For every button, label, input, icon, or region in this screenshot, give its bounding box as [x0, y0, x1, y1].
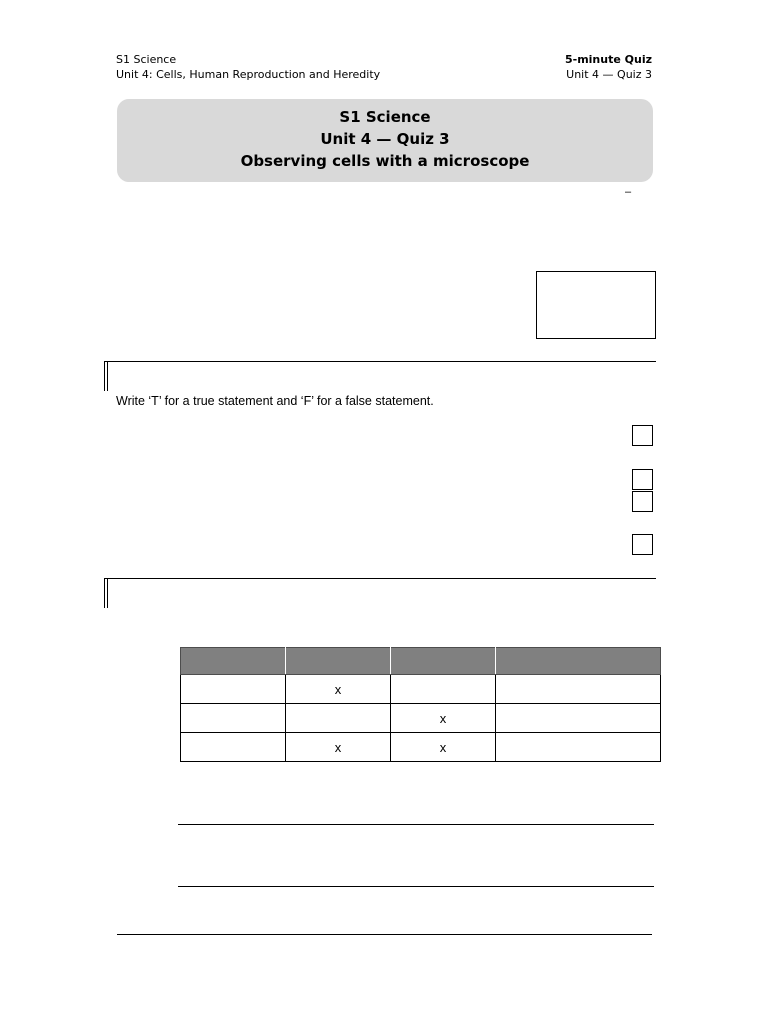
table-cell[interactable]	[496, 704, 661, 733]
footer-rule	[117, 934, 652, 935]
stray-mark: –	[625, 186, 632, 198]
header-right	[565, 52, 652, 82]
title-course: S1 Science	[339, 108, 431, 126]
table-cell[interactable]	[181, 733, 286, 762]
tf-answer-box-2[interactable]	[632, 469, 653, 490]
table-row	[181, 704, 661, 733]
table-cell[interactable]	[181, 704, 286, 733]
section-b-rule	[104, 578, 656, 579]
section-a-rule	[104, 361, 656, 362]
table-cell[interactable]: x	[286, 675, 391, 704]
header-left	[116, 52, 380, 82]
table-cell[interactable]: x	[391, 704, 496, 733]
table-header-cell	[496, 648, 661, 675]
table-header-cell	[391, 648, 496, 675]
observation-table	[180, 647, 661, 762]
header-quiz-type: 5-minute Quiz	[564, 53, 652, 66]
table-cell[interactable]: x	[391, 733, 496, 762]
header-unit: Unit 4: Cells, Human Reproduction and Heredity	[116, 68, 381, 81]
section-b-bar	[104, 578, 656, 608]
table-cell[interactable]: x	[286, 733, 391, 762]
table-row	[181, 733, 661, 762]
header-course: S1 Science	[116, 53, 177, 66]
section-a-marker-outer	[104, 361, 105, 391]
title-quiz: Unit 4 — Quiz 3	[320, 130, 450, 148]
section-a-bar	[104, 361, 656, 391]
section-a-marker-inner	[107, 361, 108, 391]
header-quiz-number: Unit 4 — Quiz 3	[566, 68, 652, 81]
table-header-cell	[286, 648, 391, 675]
tf-answer-box-1[interactable]	[632, 425, 653, 446]
title-topic: Observing cells with a microscope	[240, 152, 530, 170]
section-b-marker-outer	[104, 578, 105, 608]
section-a-instruction: Write ‘T’ for a true statement and ‘F’ for a false statement.	[116, 394, 434, 408]
table-cell[interactable]	[496, 675, 661, 704]
table-cell[interactable]	[181, 675, 286, 704]
score-box[interactable]	[536, 271, 656, 339]
table-header-cell	[181, 648, 286, 675]
table-cell[interactable]	[391, 675, 496, 704]
tf-answer-box-3[interactable]	[632, 491, 653, 512]
table-row	[181, 675, 661, 704]
tf-answer-box-4[interactable]	[632, 534, 653, 555]
answer-line-2[interactable]	[178, 886, 654, 887]
title-box	[117, 99, 653, 182]
table-cell[interactable]	[496, 733, 661, 762]
table-header-row	[181, 648, 661, 675]
section-b-marker-inner	[107, 578, 108, 608]
table-cell[interactable]	[286, 704, 391, 733]
answer-line-1[interactable]	[178, 824, 654, 825]
